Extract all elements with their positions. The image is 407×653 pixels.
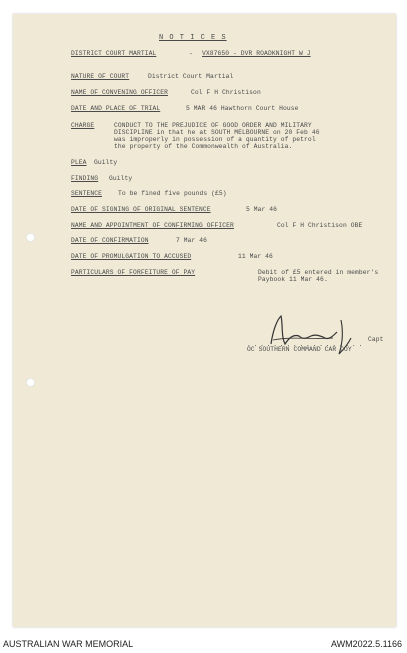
field-label-nature: NATURE OF COURT xyxy=(71,73,130,80)
punch-hole xyxy=(26,378,35,387)
charge-label: CHARGE xyxy=(71,122,95,129)
field-value-trial: 5 MAR 46 Hawthorn Court House xyxy=(186,105,299,112)
confirming-officer-value: Col F H Christison OBE xyxy=(277,222,363,229)
date-signing-value: 5 Mar 46 xyxy=(246,206,278,213)
signature-rank: Capt xyxy=(368,336,384,343)
signature-appointment: OC SOUTHERN COMMAND CAR COY xyxy=(247,346,352,353)
forfeiture-line: Debit of £5 entered in member's xyxy=(258,269,379,276)
title-dash: - xyxy=(189,50,193,57)
finding-value: Guilty xyxy=(109,175,133,182)
date-promulgation-label: DATE OF PROMULGATION TO ACCUSED xyxy=(71,253,192,260)
date-signing-label: DATE OF SIGNING OF ORIGINAL SENTENCE xyxy=(71,206,211,213)
charge-line: was improperly in possession of a quantity of petrol xyxy=(114,136,316,143)
charge-line: CONDUCT TO THE PREJUDICE OF GOOD ORDER AND MILITARY xyxy=(114,122,312,129)
footer-bar xyxy=(0,635,407,653)
sentence-value: To be fined five pounds (£5) xyxy=(118,190,227,197)
finding-label: FINDING xyxy=(71,175,99,182)
forfeiture-label: PARTICULARS OF FORFEITURE OF PAY xyxy=(71,269,196,276)
field-label-trial: DATE AND PLACE OF TRIAL xyxy=(71,105,161,112)
field-value-convening: Col F H Christison xyxy=(191,89,261,96)
signature-line: . . . . . . . . . . . . . . . . . . xyxy=(247,341,362,348)
footer-accession-number: AWM2022.5.1166 xyxy=(330,639,402,649)
field-label-convening: NAME OF CONVENING OFFICER xyxy=(71,89,168,96)
date-confirmation-value: 7 Mar 46 xyxy=(176,237,208,244)
plea-label: PLEA xyxy=(71,159,87,166)
footer-credit: AUSTRALIAN WAR MEMORIAL xyxy=(3,639,134,649)
title-right: VX87650 - DVR ROADKNIGHT W J xyxy=(202,50,311,57)
forfeiture-line: Paybook 11 Mar 46. xyxy=(258,276,328,283)
punch-hole xyxy=(26,233,35,242)
document-page xyxy=(13,14,396,627)
date-promulgation-value: 11 Mar 46 xyxy=(238,253,273,260)
notices-heading: N O T I C E S xyxy=(159,34,227,42)
sentence-label: SENTENCE xyxy=(71,190,103,197)
charge-line: the property of the Commonwealth of Australia. xyxy=(114,143,293,150)
confirming-officer-label: NAME AND APPOINTMENT OF CONFIRMING OFFICER xyxy=(71,222,234,229)
title-left: DISTRICT COURT MARTIAL xyxy=(71,50,157,57)
date-confirmation-label: DATE OF CONFIRMATION xyxy=(71,237,149,244)
field-value-nature: District Court Martial xyxy=(148,73,234,80)
charge-line: DISCIPLINE in that he at SOUTH MELBOURNE on 20 Feb 46 xyxy=(114,129,320,136)
plea-value: Guilty xyxy=(94,159,118,166)
